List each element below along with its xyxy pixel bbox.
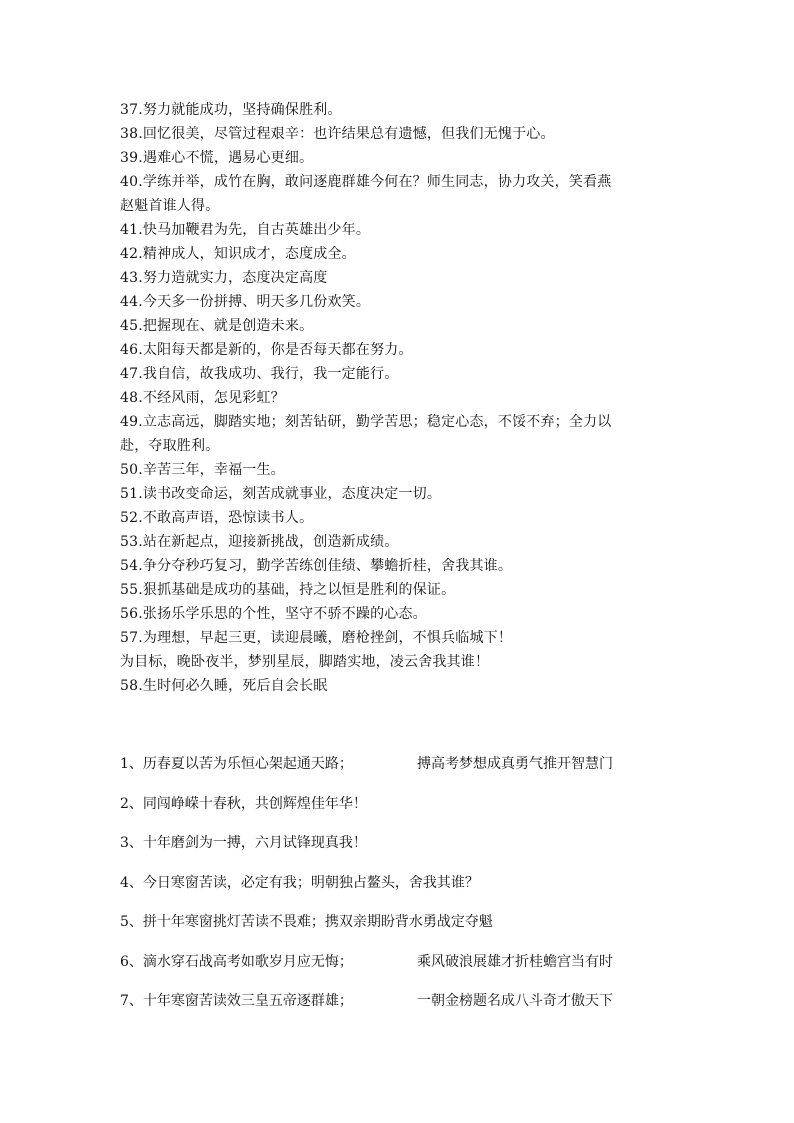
- list-line: 53.站在新起点，迎接新挑战，创造新成绩。: [120, 534, 399, 550]
- list-line: 49.立志高远，脚踏实地；刻苦钻研，勤学苦思；稳定心态，不馁不弃；全力以: [120, 414, 612, 430]
- list-line: 56.张扬乐学乐思的个性，坚守不骄不躁的心态。: [120, 606, 427, 622]
- list-line: 44.今天多一份拼搏、明天多几份欢笑。: [120, 294, 371, 310]
- couplet-row: [120, 870, 720, 910]
- list-line: 57.为理想，早起三更，读迎晨曦，磨枪挫剑，不惧兵临城下！: [120, 630, 513, 646]
- couplet-second-half: 一朝金榜题名成八斗奇才傲天下: [417, 993, 613, 1009]
- list-line: 41.快马加鞭君为先，自古英雄出少年。: [120, 222, 371, 238]
- couplet-row: [120, 988, 720, 1028]
- list-line: 58.生时何必久睡，死后自会长眠: [120, 678, 328, 694]
- list-line: 52.不敢高声语，恐惊读书人。: [120, 510, 314, 526]
- couplet-text: 4、今日寒窗苦读，必定有我；明朝独占鳌头，舍我其谁？: [120, 874, 479, 891]
- list-line: 为目标，晚卧夜半，梦别星辰，脚踏实地，凌云舍我其谁！: [120, 654, 490, 670]
- list-line: 48.不经风雨，怎见彩虹？: [120, 390, 285, 406]
- couplet-second-half: 乘风破浪展雄才折桂蟾宫当有时: [417, 953, 613, 970]
- slogan-list-numbered: [120, 98, 690, 698]
- list-line: 赵魁首谁人得。: [120, 198, 220, 214]
- list-line: 38.回忆很美，尽管过程艰辛：也许结果总有遗憾，但我们无愧于心。: [120, 126, 555, 142]
- couplet-row: [120, 791, 720, 831]
- couplet-row: [120, 830, 720, 870]
- list-line: 赴，夺取胜利。: [120, 438, 220, 454]
- list-line: 47.我自信，故我成功、我行，我一定能行。: [120, 366, 399, 382]
- couplet-text: 3、十年磨剑为一搏，六月试锋现真我！: [120, 835, 367, 851]
- list-line: 39.遇难心不慌，遇易心更细。: [120, 150, 314, 166]
- couplet-first-half: 7、十年寒窗苦读效三皇五帝逐群雄；: [120, 993, 353, 1009]
- couplet-row: [120, 949, 720, 989]
- couplet-text: 5、拼十年寒窗挑灯苦读不畏难；携双亲期盼背水勇战定夺魁: [120, 914, 493, 930]
- list-line: 46.太阳每天都是新的，你是否每天都在努力。: [120, 342, 413, 358]
- couplet-first-half: 6、滴水穿石战高考如歌岁月应无悔；: [120, 953, 353, 970]
- list-line: 51.读书改变命运，刻苦成就事业，态度决定一切。: [120, 486, 442, 502]
- couplet-row: [120, 909, 720, 949]
- list-line: 54.争分夺秒巧复习，勤学苦练创佳绩、攀蟾折桂，舍我其谁。: [120, 558, 513, 574]
- couplet-text: 2、同闯峥嵘十春秋，共创辉煌佳年华！: [120, 795, 367, 812]
- list-line: 43.努力造就实力，态度决定高度: [120, 270, 328, 286]
- list-line: 55.狠抓基础是成功的基础，持之以恒是胜利的保证。: [120, 582, 456, 598]
- couplet-row: [120, 751, 720, 791]
- couplet-first-half: 1、历春夏以苦为乐恒心架起通天路；: [120, 756, 353, 772]
- list-line: 50.辛苦三年，幸福一生。: [120, 462, 285, 478]
- couplet-list: [120, 751, 720, 1028]
- list-line: 40.学练并举，成竹在胸，敢问逐鹿群雄今何在？师生同志，协力攻关，笑看燕: [120, 174, 612, 190]
- couplet-second-half: 搏高考梦想成真勇气推开智慧门: [417, 756, 613, 772]
- list-line: 45.把握现在、就是创造未来。: [120, 318, 314, 334]
- list-line: 37.努力就能成功，坚持确保胜利。: [120, 102, 342, 118]
- list-line: 42.精神成人，知识成才，态度成全。: [120, 246, 356, 262]
